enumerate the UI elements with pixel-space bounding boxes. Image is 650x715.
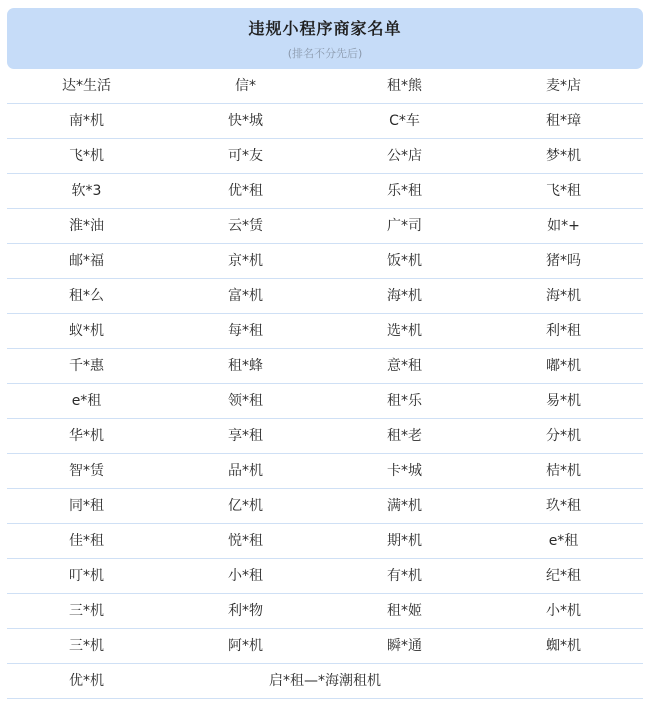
merchant-table xyxy=(7,69,643,699)
page-subtitle: (排名不分先后) xyxy=(287,47,363,60)
merchant-cell: 佳*租 xyxy=(69,533,104,549)
merchant-cell: 阿*机 xyxy=(228,638,263,654)
merchant-cell: 租*么 xyxy=(69,288,104,304)
merchant-cell: 梦*机 xyxy=(546,148,581,164)
merchant-cell: 蜘*机 xyxy=(546,638,581,654)
merchant-cell: 飞*机 xyxy=(69,148,104,164)
merchant-cell: 优*机 xyxy=(69,673,104,689)
merchant-cell: 租*老 xyxy=(387,428,422,444)
merchant-cell: 快*城 xyxy=(228,113,263,129)
merchant-cell: 同*租 xyxy=(69,498,104,514)
merchant-cell: 优*租 xyxy=(228,183,263,199)
table-row xyxy=(7,279,643,314)
merchant-cell: 意*租 xyxy=(387,358,422,374)
merchant-cell: 租*蜂 xyxy=(228,358,263,374)
merchant-cell: 信* xyxy=(235,78,256,94)
merchant-cell: 瞬*通 xyxy=(387,638,422,654)
merchant-cell: 利*物 xyxy=(228,603,263,619)
table-row xyxy=(7,489,643,524)
list-header xyxy=(7,8,643,69)
merchant-cell: e*租 xyxy=(548,533,579,549)
merchant-cell: 智*赁 xyxy=(69,463,104,479)
table-row xyxy=(7,629,643,664)
merchant-cell: C*车 xyxy=(389,113,420,129)
table-row xyxy=(7,314,643,349)
merchant-cell: 千*惠 xyxy=(69,358,104,374)
table-row xyxy=(7,139,643,174)
table-row xyxy=(7,209,643,244)
table-row xyxy=(7,594,643,629)
merchant-cell: 华*机 xyxy=(69,428,104,444)
merchant-cell: 小*机 xyxy=(546,603,581,619)
table-row xyxy=(7,244,643,279)
merchant-cell: 满*机 xyxy=(387,498,422,514)
merchant-cell: 南*机 xyxy=(69,113,104,129)
merchant-cell: 邮*福 xyxy=(69,253,104,269)
merchant-cell: 富*机 xyxy=(228,288,263,304)
merchant-cell: 飞*租 xyxy=(546,183,581,199)
merchant-cell: 嘟*机 xyxy=(546,358,581,374)
merchant-cell: 三*机 xyxy=(69,603,104,619)
merchant-cell: 有*机 xyxy=(387,568,422,584)
merchant-cell: 叮*机 xyxy=(69,568,104,584)
merchant-cell: 猪*吗 xyxy=(546,253,581,269)
table-row xyxy=(7,384,643,419)
merchant-cell: 玖*租 xyxy=(546,498,581,514)
table-row xyxy=(7,104,643,139)
merchant-cell: 三*机 xyxy=(69,638,104,654)
table-row xyxy=(7,69,643,104)
merchant-cell: 租*姬 xyxy=(387,603,422,619)
merchant-cell: 租*乐 xyxy=(387,393,422,409)
merchant-cell: 选*机 xyxy=(387,323,422,339)
merchant-cell: 期*机 xyxy=(387,533,422,549)
merchant-cell: 亿*机 xyxy=(228,498,263,514)
merchant-cell: 淮*油 xyxy=(69,218,104,234)
merchant-cell: 饭*机 xyxy=(387,253,422,269)
table-row xyxy=(7,559,643,594)
merchant-cell: 纪*租 xyxy=(546,568,581,584)
page-title: 违规小程序商家名单 xyxy=(248,19,402,38)
merchant-cell: 享*租 xyxy=(228,428,263,444)
merchant-cell: 易*机 xyxy=(546,393,581,409)
table-row xyxy=(7,174,643,209)
table-row xyxy=(7,349,643,384)
merchant-cell: 云*赁 xyxy=(228,218,263,234)
merchant-cell: 卡*城 xyxy=(387,463,422,479)
merchant-cell: 广*司 xyxy=(387,218,422,234)
merchant-cell: 可*友 xyxy=(228,148,263,164)
merchant-cell: 利*租 xyxy=(546,323,581,339)
merchant-cell: 分*机 xyxy=(546,428,581,444)
merchant-cell: 京*机 xyxy=(228,253,263,269)
merchant-cell: 公*店 xyxy=(387,148,422,164)
merchant-cell: e*租 xyxy=(71,393,102,409)
merchant-cell: 小*租 xyxy=(228,568,263,584)
merchant-cell: 悦*租 xyxy=(228,533,263,549)
merchant-cell: 领*租 xyxy=(228,393,263,409)
merchant-cell: 海*机 xyxy=(387,288,422,304)
merchant-cell: 租*璋 xyxy=(546,113,581,129)
merchant-cell: 软*3 xyxy=(71,183,102,199)
table-row xyxy=(7,524,643,559)
merchant-cell: 达*生活 xyxy=(62,78,111,94)
merchant-cell: 麦*店 xyxy=(546,78,581,94)
merchant-cell: 品*机 xyxy=(228,463,263,479)
table-row xyxy=(7,419,643,454)
merchant-cell: 每*租 xyxy=(228,323,263,339)
merchant-cell: 乐*租 xyxy=(387,183,422,199)
table-row xyxy=(7,454,643,489)
table-row xyxy=(7,664,643,699)
merchant-cell: 如*+ xyxy=(547,218,580,234)
merchant-cell: 桔*机 xyxy=(546,463,581,479)
merchant-cell: 租*熊 xyxy=(387,78,422,94)
merchant-cell-merged: 启*租—*海潮租机 xyxy=(269,673,381,689)
merchant-cell: 海*机 xyxy=(546,288,581,304)
merchant-cell: 蚁*机 xyxy=(69,323,104,339)
